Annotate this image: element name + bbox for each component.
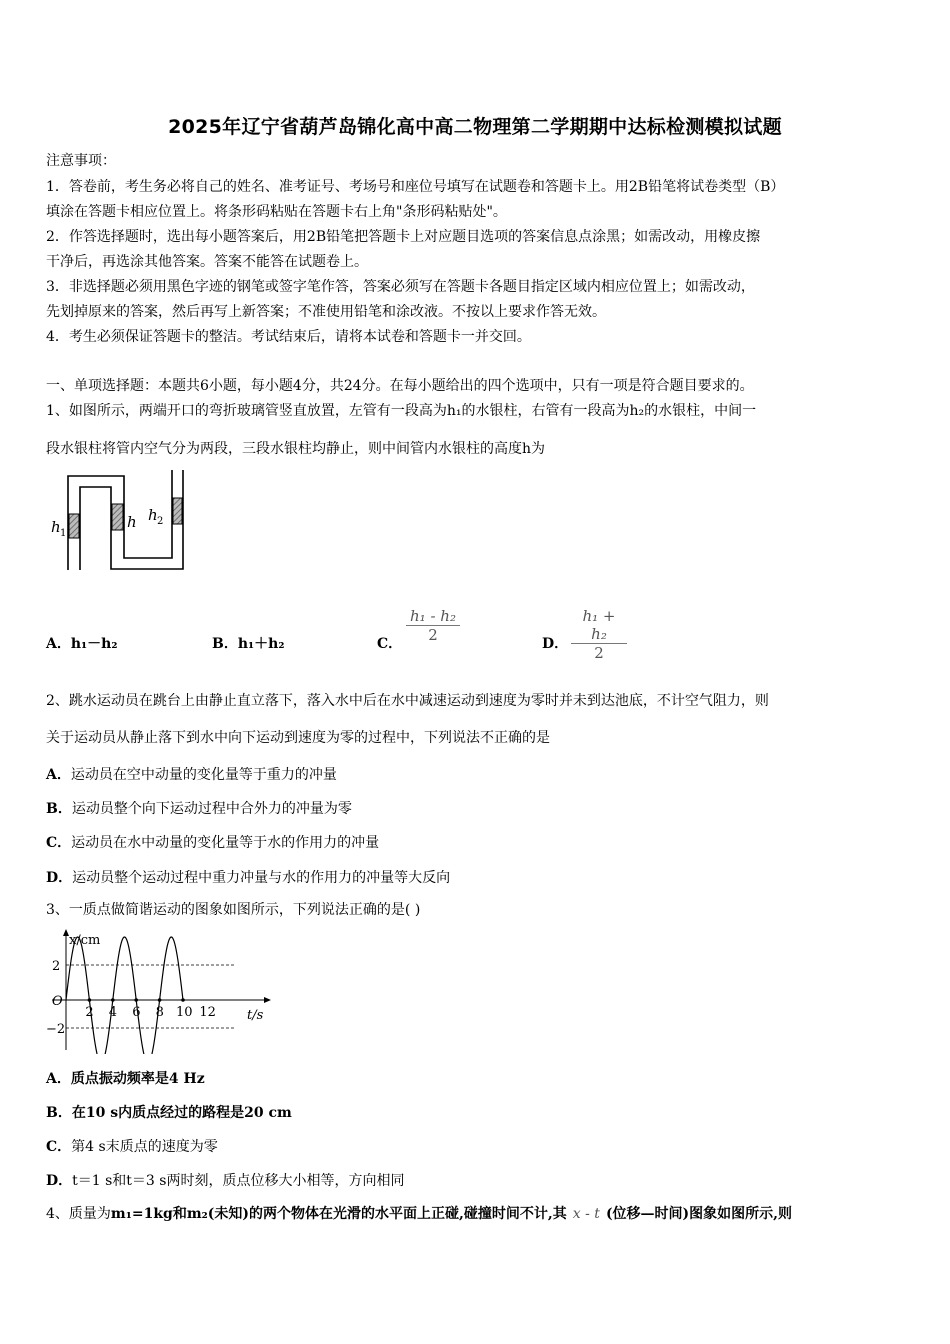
q4-xt-symbol: x - t (572, 1206, 600, 1222)
option-text: 第4 s末质点的速度为零 (71, 1139, 218, 1155)
notice-line: 4．考生必须保证答题卡的整洁。考试结束后，请将本试卷和答题卡一并交回。 (46, 329, 531, 345)
q2-option-c[interactable] (46, 832, 379, 852)
fraction-denominator: 2 (428, 626, 438, 644)
x-tick-label: 6 (132, 1005, 141, 1020)
data-point (158, 998, 162, 1002)
q4-stem-prefix: 4、质量为 (46, 1206, 111, 1222)
option-label: A． (46, 1071, 71, 1087)
option-label: D． (46, 870, 73, 886)
y-tick-label: −2 (46, 1022, 66, 1037)
label-h1: h (51, 518, 61, 536)
option-label: A． (46, 636, 71, 652)
label-h2-sub: 2 (157, 516, 164, 527)
option-label: B． (46, 1105, 72, 1121)
option-text: h₁－h₂ (70, 636, 118, 652)
q1-option-c[interactable] (377, 633, 402, 653)
x-axis-arrow (264, 997, 271, 1003)
q4-stem-masses: m₁=1kg和m₂(未知)的两个物体在光滑的水平面上正碰,碰撞时间不计,其 (110, 1206, 567, 1222)
option-text: t＝1 s和t＝3 s两时刻，质点位移大小相等，方向相同 (72, 1173, 405, 1189)
x-tick-label: 8 (155, 1005, 164, 1020)
x-tick-label: 12 (199, 1005, 216, 1020)
q3-option-d[interactable] (46, 1170, 404, 1190)
q3-shm-graph (44, 926, 276, 1054)
q3-option-a[interactable] (46, 1068, 205, 1088)
q1-option-c-fraction (406, 607, 460, 644)
q3-stem: 3、一质点做简谐运动的图象如图所示，下列说法正确的是( ) (46, 902, 421, 918)
mercury-column-middle (112, 504, 123, 530)
data-point (88, 998, 92, 1002)
notice-line: 填涂在答题卡相应位置上。将条形码粘贴在答题卡右上角"条形码粘贴处"。 (46, 204, 507, 220)
data-point (111, 998, 115, 1002)
x-tick-label: 10 (176, 1005, 193, 1020)
option-text: 质点振动频率是4 Hz (70, 1071, 205, 1087)
q2-option-b[interactable] (46, 798, 352, 818)
option-text: 运动员整个运动过程中重力冲量与水的作用力的冲量等大反向 (72, 870, 451, 886)
notice-heading: 注意事项： (46, 153, 116, 169)
option-label: B． (212, 636, 238, 652)
origin-label: O (52, 994, 63, 1009)
q1-option-b[interactable] (212, 633, 284, 653)
option-label: A． (46, 767, 71, 783)
q1-option-d-fraction (571, 607, 627, 662)
x-tick-label: 4 (108, 1005, 118, 1020)
notice-line: 干净后，再选涂其他答案。答案不能答在试题卷上。 (46, 254, 368, 270)
q1-stem-line1: 1、如图所示，两端开口的弯折玻璃管竖直放置，左管有一段高为h₁的水银柱，右管有一段高为h₂的水银柱，中间一 (46, 403, 757, 419)
data-point (134, 998, 138, 1002)
option-label: B． (46, 801, 72, 817)
q1-option-a[interactable] (46, 633, 118, 653)
q1-option-d[interactable] (542, 633, 568, 653)
y-tick-label: 2 (52, 959, 61, 974)
displacement-curve (66, 937, 183, 1054)
fraction-numerator: h₁ + h₂ (571, 607, 627, 644)
option-text: h₁＋h₂ (237, 636, 285, 652)
fraction-denominator: 2 (594, 644, 604, 662)
q2-option-a[interactable] (46, 764, 337, 784)
q1-stem-line2: 段水银柱将管内空气分为两段，三段水银柱均静止，则中间管内水银柱的高度h为 (46, 441, 546, 457)
option-label: D． (542, 636, 569, 652)
q4-stem (46, 1205, 792, 1223)
option-label: C． (46, 1139, 72, 1155)
q4-stem-suffix: (位移—时间)图象如图所示,则 (605, 1206, 793, 1222)
label-h: h (127, 513, 137, 531)
q2-stem-line1: 2、跳水运动员在跳台上由静止直立落下，落入水中后在水中减速运动到速度为零时并未到达池底，不计空气阻力，则 (46, 693, 769, 709)
x-axis-label: t/s (247, 1008, 264, 1023)
label-h2: h (148, 506, 158, 524)
option-label: C． (46, 835, 72, 851)
notice-line: 2．作答选择题时，选出每小题答案后，用2B铅笔把答题卡上对应题目选项的答案信息点涂黑；如需改动，用橡皮擦 (46, 229, 761, 245)
q3-option-b[interactable] (46, 1102, 292, 1122)
notice-line: 1．答卷前，考生务必将自己的姓名、准考证号、考场号和座位号填写在试题卷和答题卡上。用2B铅笔将试卷类型（B） (46, 179, 785, 195)
label-h1-sub: 1 (60, 528, 67, 539)
option-text: 运动员在空中动量的变化量等于重力的冲量 (70, 767, 337, 783)
option-text: 在10 s内质点经过的路程是20 cm (71, 1105, 292, 1121)
section-heading: 一、单项选择题：本题共6小题，每小题4分，共24分。在每小题给出的四个选项中，只有一项是符合题目要求的。 (46, 378, 754, 394)
q2-option-d[interactable] (46, 867, 450, 887)
option-label: D． (46, 1173, 73, 1189)
option-label: C． (377, 636, 403, 652)
fraction-numerator: h₁ - h₂ (406, 607, 460, 626)
q1-tube-figure (44, 470, 194, 575)
x-tick-label: 2 (85, 1005, 94, 1020)
page-title: 2025年辽宁省葫芦岛锦化高中高二物理第二学期期中达标检测模拟试题 (168, 116, 782, 138)
q2-stem-line2: 关于运动员从静止落下到水中向下运动到速度为零的过程中，下列说法不正确的是 (46, 730, 550, 746)
notice-line: 3．非选择题必须用黑色字迹的钢笔或签字笔作答，答案必须写在答题卡各题目指定区域内相应位置上；如需改动， (46, 279, 755, 295)
option-text: 运动员整个向下运动过程中合外力的冲量为零 (71, 801, 352, 817)
mercury-column-right (173, 498, 182, 524)
mercury-column-left (69, 514, 79, 538)
q3-option-c[interactable] (46, 1136, 218, 1156)
notice-line: 先划掉原来的答案，然后再写上新答案；不准使用铅笔和涂改液。不按以上要求作答无效。 (46, 304, 606, 320)
y-axis-label: x/cm (69, 933, 101, 948)
option-text: 运动员在水中动量的变化量等于水的作用力的冲量 (71, 835, 380, 851)
data-point (181, 998, 185, 1002)
